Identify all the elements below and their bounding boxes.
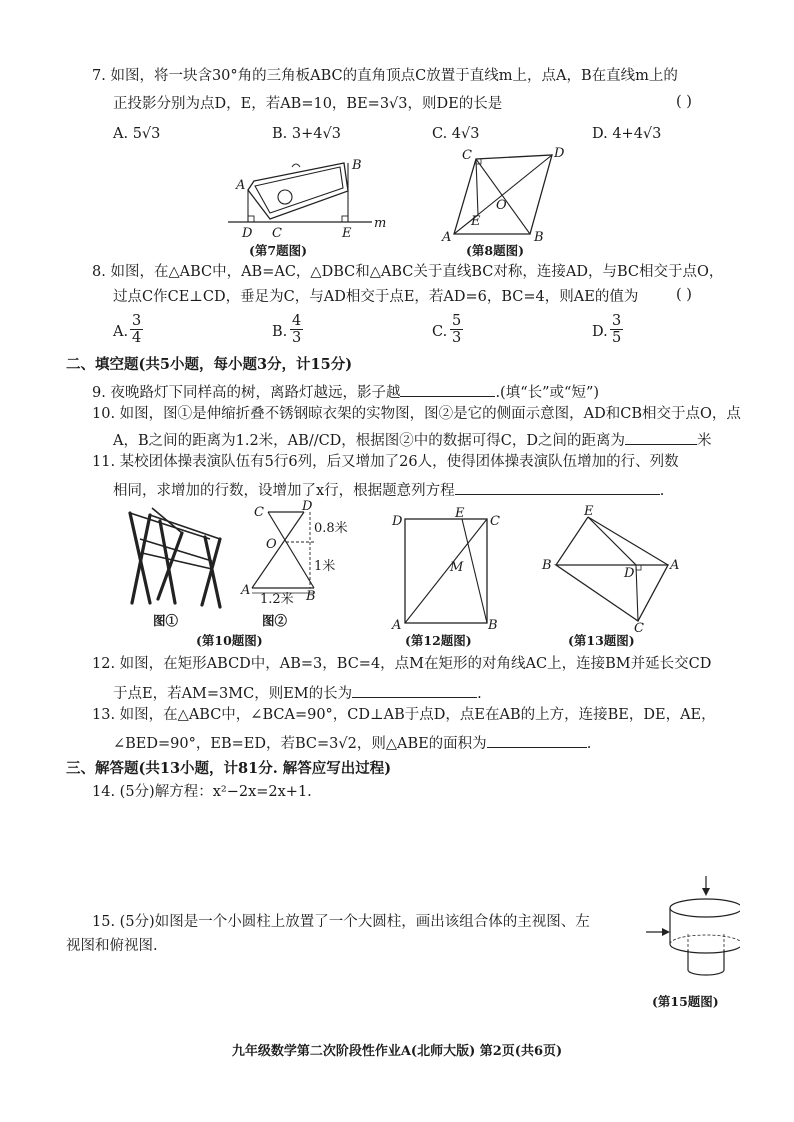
q14-text: 14. (5分)解方程：x²−2x=2x+1. bbox=[92, 784, 312, 800]
q7-fig-caption: (第7题图) bbox=[249, 243, 308, 258]
q9-answer-blank[interactable] bbox=[400, 380, 495, 397]
q8-fig-caption: (第8题图) bbox=[466, 243, 525, 258]
fig7-label-e: E bbox=[342, 226, 352, 240]
q15-line1: 15. (5分)如图是一个小圆柱上放置了一个大圆柱，画出该组合体的主视图、左 bbox=[92, 914, 590, 930]
fig13-label-c: C bbox=[634, 621, 644, 633]
q12-line1: 12. 如图，在矩形ABCD中，AB=3，BC=4，点M在矩形的对角线AC上，连接BM并延长交CD bbox=[92, 656, 712, 672]
q8-option-a-letter[interactable]: A. bbox=[113, 324, 129, 340]
q12-line2-row bbox=[113, 681, 482, 704]
section3-title: 三、解答题(共13小题，计81分. 解答应写出过程) bbox=[66, 760, 392, 777]
fig10-label-c: C bbox=[254, 505, 264, 520]
q12-figure bbox=[390, 505, 505, 633]
q7-line2: 正投影分别为点D，E，若AB=10，BE=3√3，则DE的长是 bbox=[113, 96, 503, 112]
fig10-label-a: A bbox=[241, 583, 251, 598]
fig10-label-b: B bbox=[306, 589, 316, 604]
q10-fig-caption: (第10题图) bbox=[196, 633, 263, 648]
fig10-label-1m: 1米 bbox=[314, 559, 336, 574]
q7-option-c[interactable]: C. 4√3 bbox=[432, 126, 480, 142]
q8-option-c-letter[interactable]: C. bbox=[432, 324, 448, 340]
q8-d-num: 3 bbox=[612, 313, 622, 329]
q10-figure-1-photo bbox=[120, 503, 225, 611]
q8-a-num: 3 bbox=[132, 313, 142, 329]
q13-answer-blank[interactable] bbox=[487, 731, 587, 748]
q10-line2-row bbox=[113, 428, 712, 451]
q13-line2: ∠BED=90°，EB=ED，若BC=3√2，则△ABE的面积为 bbox=[113, 736, 487, 752]
q10-line1: 10. 如图，图①是伸缩折叠不锈钢晾衣架的实物图，图②是它的侧面示意图，AD和CB相交于点O，点 bbox=[92, 406, 741, 422]
q8-figure bbox=[438, 145, 568, 243]
q7-option-b[interactable]: B. 3+4√3 bbox=[272, 126, 341, 142]
q13-fig-caption: (第13题图) bbox=[568, 633, 635, 648]
q11-end: . bbox=[659, 483, 665, 499]
q13-line1: 13. 如图，在△ABC中，∠BCA=90°，CD⊥AB于点D，点E在AB的上方，连接BE，DE，AE， bbox=[92, 707, 716, 723]
fig13-label-b: B bbox=[542, 558, 552, 573]
q8-c-den: 3 bbox=[452, 330, 462, 346]
q11-line2-row bbox=[113, 478, 664, 501]
q7-option-a[interactable]: A. 5√3 bbox=[113, 126, 161, 142]
fig13-label-e: E bbox=[584, 505, 594, 519]
q10-unit: 米 bbox=[697, 433, 712, 449]
q11-answer-blank[interactable] bbox=[455, 478, 660, 495]
q12-end: . bbox=[477, 686, 482, 702]
q8-line1: 8. 如图，在△ABC中，AB=AC，△DBC和△ABC关于直线BC对称，连接AD，与BC相交于点O， bbox=[92, 264, 724, 280]
q8-b-num: 4 bbox=[292, 313, 302, 329]
fig12-label-b: B bbox=[488, 618, 498, 633]
q7-option-d[interactable]: D. 4+4√3 bbox=[592, 126, 662, 142]
q10-answer-blank[interactable] bbox=[625, 428, 697, 445]
q12-answer-blank[interactable] bbox=[352, 681, 477, 698]
q8-option-b-letter[interactable]: B. bbox=[272, 324, 288, 340]
q13-figure bbox=[538, 505, 683, 633]
q8-b-den: 3 bbox=[292, 330, 302, 346]
q7-figure bbox=[222, 155, 387, 240]
q9-question bbox=[92, 380, 599, 403]
q12-line2: 于点E，若AM=3MC，则EM的长为 bbox=[113, 686, 353, 702]
fig10-label-12m: 1.2米 bbox=[260, 592, 294, 605]
fig8-label-c: C bbox=[462, 148, 472, 163]
q8-option-c-fraction bbox=[450, 313, 463, 346]
q15-fig-caption: (第15题图) bbox=[652, 994, 719, 1009]
fig8-label-b: B bbox=[534, 230, 544, 243]
q8-d-den: 5 bbox=[612, 330, 622, 346]
q10-figure-2-diagram bbox=[238, 500, 358, 605]
fig12-label-m: M bbox=[450, 560, 464, 575]
fig10-label-o: O bbox=[266, 537, 277, 552]
fig7-label-c: C bbox=[272, 226, 282, 240]
q8-option-d-fraction bbox=[610, 313, 623, 346]
q15-figure-cylinders bbox=[640, 874, 740, 989]
fig7-label-a: A bbox=[236, 178, 246, 193]
q8-c-num: 5 bbox=[452, 313, 462, 329]
fig10-label-08m: 0.8米 bbox=[314, 521, 348, 536]
fig8-label-d: D bbox=[554, 146, 565, 161]
fig13-label-d: D bbox=[624, 566, 635, 581]
fig12-label-d: D bbox=[392, 514, 403, 529]
fig12-label-c: C bbox=[490, 514, 500, 529]
fig12-label-a: A bbox=[392, 618, 402, 633]
section2-title: 二、填空题(共5小题，每小题3分，计15分) bbox=[66, 356, 353, 373]
q8-line2: 过点C作CE⊥CD，垂足为C，与AD相交于点E，若AD=6，BC=4，则AE的值为 bbox=[113, 289, 639, 305]
q13-line2-row bbox=[113, 731, 591, 754]
fig12-label-e: E bbox=[455, 506, 465, 521]
q10-fig1-caption: 图① bbox=[153, 613, 179, 628]
q8-a-den: 4 bbox=[132, 330, 142, 346]
fig8-label-o: O bbox=[496, 198, 507, 213]
q15-line2: 视图和俯视图. bbox=[66, 938, 158, 954]
q8-answer-paren[interactable]: ( ) bbox=[676, 287, 692, 303]
q8-option-d-letter[interactable]: D. bbox=[592, 324, 608, 340]
q9-tail: .(填“长”或“短”) bbox=[495, 385, 600, 401]
q11-line2: 相同，求增加的行数，设增加了x行，根据题意列方程 bbox=[113, 483, 455, 499]
fig13-label-a: A bbox=[670, 558, 680, 573]
fig8-label-a: A bbox=[442, 230, 452, 243]
fig7-label-m: m bbox=[374, 216, 387, 231]
q8-option-a-fraction bbox=[130, 313, 143, 346]
q9-text: 9. 夜晚路灯下同样高的树，离路灯越远，影子越 bbox=[92, 385, 401, 401]
q7-answer-paren[interactable]: ( ) bbox=[676, 94, 692, 110]
q10-line2: A，B之间的距离为1.2米，AB//CD，根据图②中的数据可得C，D之间的距离为 bbox=[113, 433, 626, 449]
q8-option-b-fraction bbox=[290, 313, 303, 346]
q13-end: . bbox=[586, 736, 592, 752]
fig7-label-b: B bbox=[352, 158, 362, 173]
page-footer: 九年级数学第二次阶段性作业A(北师大版) 第2页(共6页) bbox=[231, 1044, 563, 1059]
q10-fig2-caption: 图② bbox=[262, 613, 288, 628]
q7-line1: 7. 如图，将一块含30°角的三角板ABC的直角顶点C放置于直线m上，点A，B在直线m上的 bbox=[92, 68, 678, 84]
q11-line1: 11. 某校团体操表演队伍有5行6列，后又增加了26人，使得团体操表演队伍增加的行、列数 bbox=[92, 454, 679, 470]
fig7-label-d: D bbox=[242, 226, 253, 240]
q12-fig-caption: (第12题图) bbox=[405, 633, 472, 648]
fig10-label-d: D bbox=[302, 500, 313, 514]
fig8-label-e: E bbox=[471, 214, 481, 229]
